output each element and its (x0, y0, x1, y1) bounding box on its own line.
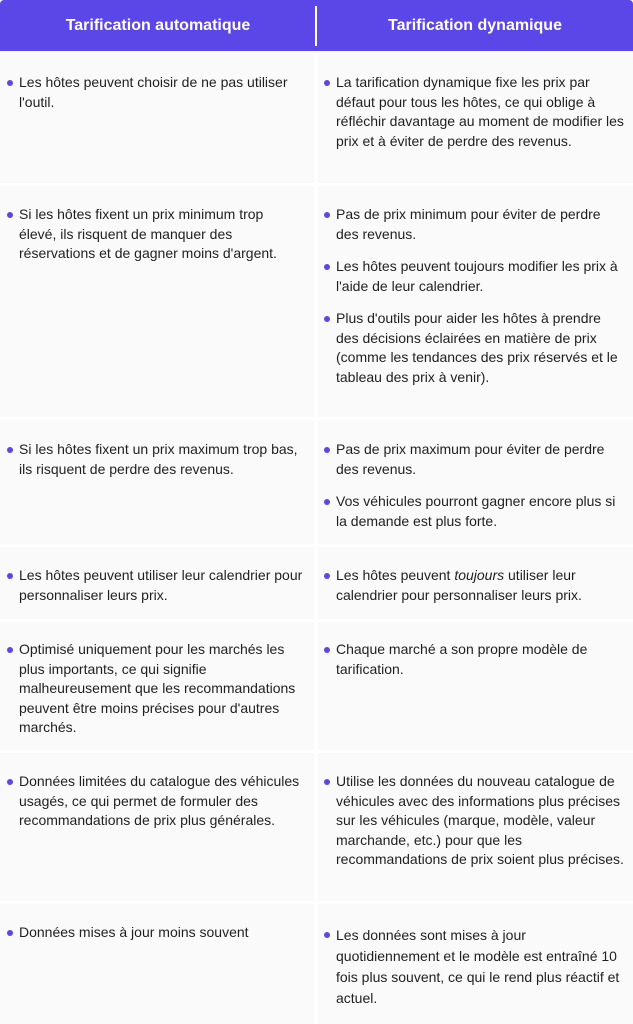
bullet-dot-icon (7, 779, 13, 785)
cell-automatic (0, 622, 314, 750)
header-automatic-pricing: Tarification automatique (65, 17, 251, 34)
bullet-list (318, 925, 627, 1009)
list-item: Les hôtes peuvent toujours modifier les prix à l'aide de leur calendrier. (318, 257, 627, 296)
list-item: La tarification dynamique fixe les prix par défaut pour tous les hôtes, ce qui oblige à réfléchir davantage au moment de modifier les prix et à éviter de perdre des revenus. (318, 73, 627, 151)
cell-dynamic (318, 420, 633, 544)
cell-automatic (0, 420, 314, 544)
bullet-dot-icon (324, 647, 330, 653)
cell-dynamic (318, 54, 633, 183)
list-item: Si les hôtes fixent un prix minimum trop élevé, ils risquent de manquer des réservations et de gagner moins d'argent. (0, 205, 304, 264)
cell-automatic (0, 753, 314, 901)
cell-automatic (0, 547, 314, 619)
list-item: Chaque marché a son propre modèle de tarification. (318, 640, 627, 679)
bullet-list (0, 73, 304, 112)
cell-automatic (0, 186, 314, 417)
list-item: Les hôtes peuvent utiliser leur calendrier pour personnaliser leurs prix. (0, 566, 304, 605)
table-row (0, 420, 633, 544)
bullet-dot-icon (7, 573, 13, 579)
bullet-dot-icon (324, 573, 330, 579)
bullet-dot-icon (7, 212, 13, 218)
list-item: Plus d'outils pour aider les hôtes à prendre des décisions éclairées en matière de prix (comme les tendances des prix réservés et le tableau des prix à venir). (318, 309, 627, 387)
bullet-dot-icon (324, 932, 330, 938)
cell-automatic (0, 54, 314, 183)
bullet-list (318, 640, 627, 679)
bullet-list (0, 440, 304, 479)
bullet-dot-icon (324, 499, 330, 505)
cell-dynamic (318, 547, 633, 619)
bullet-dot-icon (7, 80, 13, 86)
bullet-dot-icon (324, 779, 330, 785)
table-row (0, 186, 633, 417)
bullet-list (0, 640, 304, 738)
header-dynamic-pricing: Tarification dynamique (388, 17, 562, 34)
list-item: Pas de prix minimum pour éviter de perdre des revenus. (318, 205, 627, 244)
bullet-list (318, 566, 627, 605)
bullet-dot-icon (7, 647, 13, 653)
bullet-list (318, 73, 627, 151)
list-item: Utilise les données du nouveau catalogue de véhicules avec des informations plus précises sur les véhicules (marque, modèle, valeur marchande, etc.) pour que les recommandations de prix soient plus précises. (318, 772, 627, 870)
bullet-dot-icon (7, 447, 13, 453)
list-item: Optimisé uniquement pour les marchés les plus importants, ce qui signifie malheureusement que les recommandations peuvent être moins précises pour d'autres marchés. (0, 640, 304, 738)
list-item: Pas de prix maximum pour éviter de perdre des revenus. (318, 440, 627, 479)
bullet-dot-icon (324, 212, 330, 218)
bullet-list (318, 440, 627, 531)
bullet-list (0, 566, 304, 605)
emphasis-text: toujours (454, 567, 505, 583)
list-item: Vos véhicules pourront gagner encore plus si la demande est plus forte. (318, 492, 627, 531)
table-row (0, 753, 633, 901)
table-header (0, 0, 633, 51)
bullet-dot-icon (324, 447, 330, 453)
bullet-list (318, 772, 627, 870)
cell-dynamic (318, 622, 633, 750)
table-row (0, 904, 633, 1024)
list-item: Les hôtes peuvent toujours utiliser leur calendrier pour personnaliser leurs prix. (318, 566, 627, 605)
table-row (0, 547, 633, 619)
list-item: Les données sont mises à jour quotidiennement et le modèle est entraîné 10 fois plus souvent, ce qui le rend plus réactif et actuel. (318, 925, 627, 1009)
cell-automatic (0, 904, 314, 1024)
bullet-list (0, 205, 304, 264)
bullet-dot-icon (7, 930, 13, 936)
list-item: Si les hôtes fixent un prix maximum trop bas, ils risquent de perdre des revenus. (0, 440, 304, 479)
bullet-dot-icon (324, 316, 330, 322)
list-item: Données limitées du catalogue des véhicules usagés, ce qui permet de formuler des recommandations de prix plus générales. (0, 772, 304, 831)
table-row (0, 622, 633, 750)
list-item: Les hôtes peuvent choisir de ne pas utiliser l'outil. (0, 73, 304, 112)
bullet-dot-icon (324, 264, 330, 270)
bullet-list (0, 923, 304, 943)
table-row (0, 54, 633, 183)
cell-dynamic (318, 753, 633, 901)
list-item: Données mises à jour moins souvent (0, 923, 304, 943)
cell-dynamic (318, 904, 633, 1024)
bullet-list (0, 772, 304, 831)
bullet-dot-icon (324, 80, 330, 86)
bullet-list (318, 205, 627, 387)
cell-dynamic (318, 186, 633, 417)
